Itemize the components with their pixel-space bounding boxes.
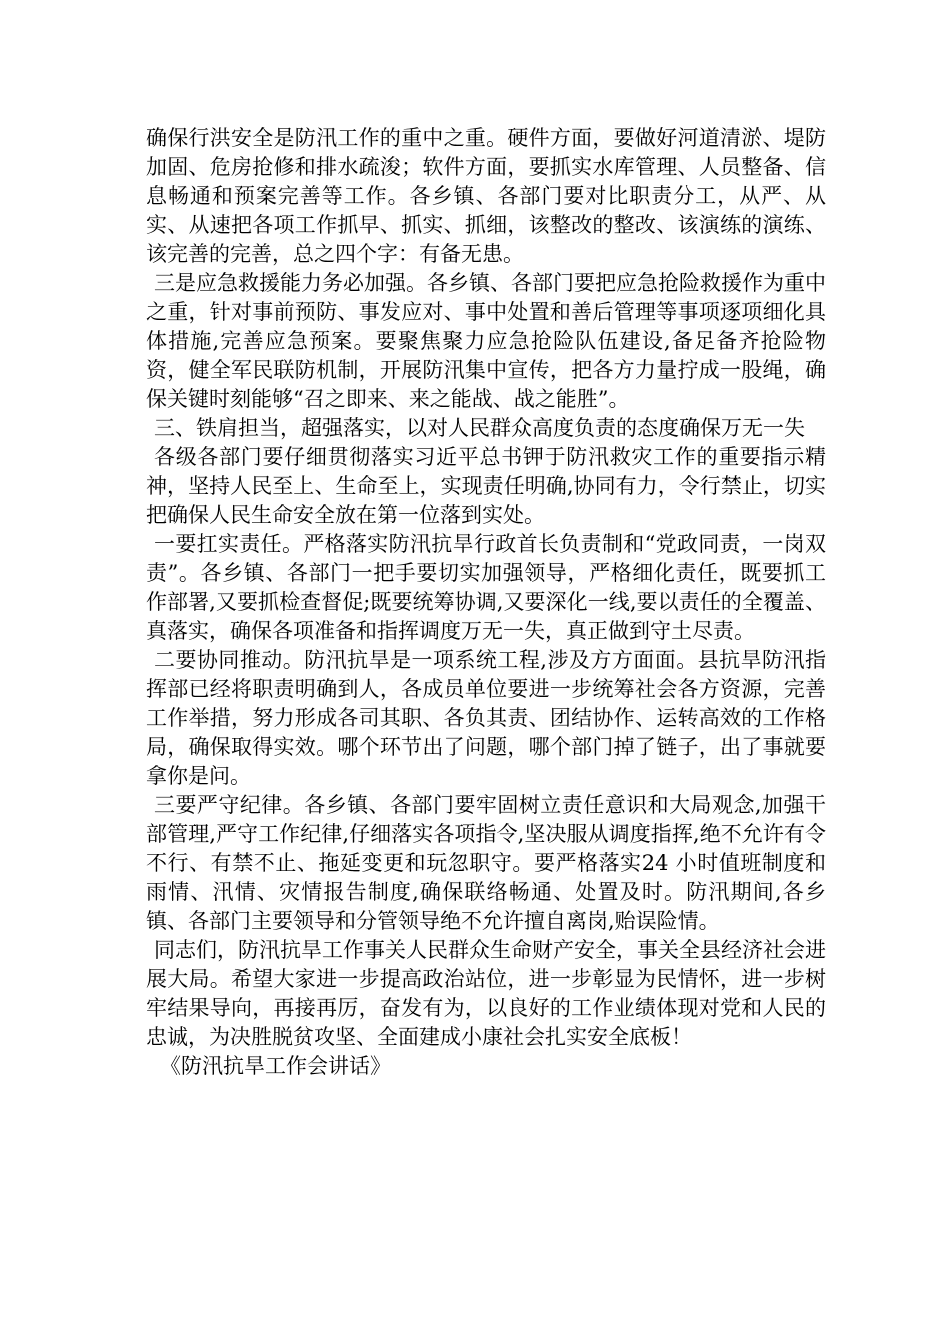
- section-heading-three: 三、铁肩担当，超强落实，以对人民群众高度负责的态度确保万无一失: [154, 416, 805, 440]
- paragraph-flood-safety: 确保行洪安全是防汛工作的重中之重。硬件方面，要做好河道清淤、堤防加固、危房抢修和排水疏浚；软件方面，要抓实水库管理、人员整备、信息畅通和预案完善等工作。各乡镇、各部门要对比职责分工，从严、从实、从速把各项工作抓早、抓实、抓细，该整改的整改、该演练的演练、该完善的完善，总之四个字：有备无患。: [146, 126, 826, 266]
- paragraph-responsibility: 一要扛实责任。严格落实防汛抗旱行政首长负责制和“党政同责，一岗双责”。各乡镇、各部门一把手要切实加强领导，严格细化责任，既要抓工作部署,又要抓检查督促;既要统筹协调,又要深化一线,要以责任的全覆盖、真落实，确保各项准备和指挥调度万无一失，真正做到守土尽责。: [146, 532, 826, 643]
- paragraph-emergency-rescue: 三是应急救援能力务必加强。各乡镇、各部门要把应急抢险救援作为重中之重，针对事前预防、事发应对、事中处置和善后管理等事项逐项细化具体措施,完善应急预案。要聚焦聚力应急抢险队伍建设,备足备齐抢险物资，健全军民联防机制，开展防汛集中宣传，把各方力量拧成一股绳，确保关键时刻能够“召之即来、来之能战、战之能胜”。: [146, 271, 826, 411]
- document-body: [146, 124, 826, 1081]
- paragraph-coordination: 二要协同推动。防汛抗旱是一项系统工程,涉及方方面面。县抗旱防汛指挥部已经将职责明确到人，各成员单位要进一步统筹社会各方资源，完善工作举措，努力形成各司其职、各负其责、团结协作、运转高效的工作格局，确保取得实效。哪个环节出了问题，哪个部门掉了链子，出了事就要拿你是问。: [146, 648, 826, 788]
- document-title-footer: 《防汛抗旱工作会讲话》: [160, 1054, 391, 1078]
- paragraph-closing: 同志们，防汛抗旱工作事关人民群众生命财产安全，事关全县经济社会进展大局。希望大家进一步提高政治站位，进一步彰显为民情怀，进一步树牢结果导向，再接再厉，奋发有为，以良好的工作业绩体现对党和人民的忠诚，为决胜脱贫攻坚、全面建成小康社会扎实安全底板！: [146, 938, 826, 1049]
- paragraph-all-departments: 各级各部门要仔细贯彻落实习近平总书钾于防汛救灾工作的重要指示精神，坚持人民至上、生命至上，实现责任明确,协同有力，令行禁止，切实把确保人民生命安全放在第一位落到实处。: [146, 445, 826, 527]
- paragraph-discipline: 三要严守纪律。各乡镇、各部门要牢固树立责任意识和大局观念,加强干部管理,严守工作纪律,仔细落实各项指令,坚决服从调度指挥,绝不允许有令不行、有禁不止、拖延变更和玩忽职守。要严格落实24 小时值班制度和雨情、汛情、灾情报告制度,确保联络畅通、处置及时。防汛期间,各乡镇、各部门主要领导和分管领导绝不允许擅自离岗,贻误险情。: [146, 793, 826, 933]
